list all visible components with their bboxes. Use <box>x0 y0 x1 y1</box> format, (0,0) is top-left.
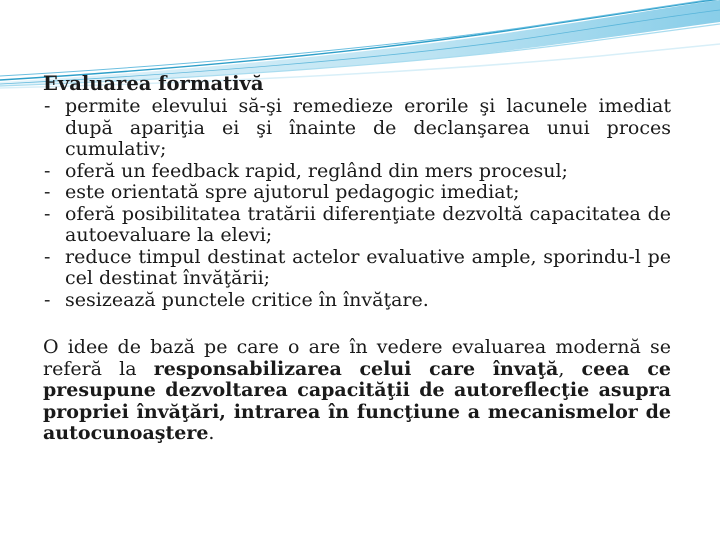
list-item: - sesizează punctele critice în învăţare. <box>44 288 429 311</box>
bullet-dash: - <box>44 181 51 203</box>
bullet-list <box>43 96 671 311</box>
list-item: - reduce timpul destinat actelor evaluative ample, sporindu-l pe cel destinat învăţării; <box>44 245 671 289</box>
list-item: - oferă posibilitatea tratării diferenţiate dezvoltă capacitatea de autoevaluare la elevi; <box>44 202 671 246</box>
bullet-dash: - <box>44 95 51 117</box>
list-item: - permite elevului să-şi remedieze erorile şi lacunele imediat după apariţia ei şi înainte de declanşarea unui proces cumulativ; <box>44 95 671 160</box>
wave-fill <box>0 0 720 80</box>
bullet-dash: - <box>44 202 51 225</box>
bullet-dash: - <box>44 245 51 268</box>
list-item: - este orientată spre ajutorul pedagogic imediat; <box>44 181 520 203</box>
bullet-dash: - <box>44 159 51 182</box>
emphasis-autoreflectie: ceea ce presupune dezvoltarea capacităţii de autoreflecţie asupra propriei învăţări, intrarea în funcţiune a mecanismelor de autocunoaştere <box>43 357 671 444</box>
summary-paragraph: O idee de bază pe care o are în vedere evaluarea modernă se referă la responsabilizarea celui care învaţă, ceea ce presupune dezvoltarea capacităţii de autoreflecţie asupra propriei învăţări, intrarea în funcţiune a mecanismelor de autocunoaştere. <box>43 336 671 444</box>
emphasis-responsabilizare: responsabilizarea celui care învaţă <box>153 357 559 380</box>
list-item: - oferă un feedback rapid, reglând din mers procesul; <box>44 159 568 182</box>
slide-heading: Evaluarea formativă <box>43 72 264 95</box>
slide-content <box>43 72 671 464</box>
bullet-dash: - <box>44 288 51 311</box>
